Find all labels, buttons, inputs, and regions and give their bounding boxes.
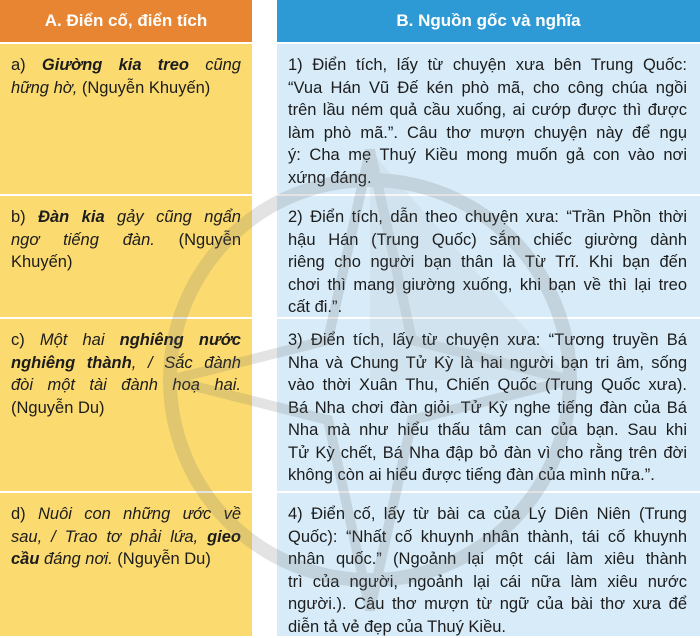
allusion-text: nghiêng thành xyxy=(11,354,132,372)
header-origins: B. Nguồn gốc và nghĩa xyxy=(277,0,700,42)
allusion-text: (Nguyễn xyxy=(155,231,241,249)
origin-line: Nha và Chung Tử Kỳ là hai người bạn tri âm, sống xyxy=(288,352,687,375)
origin-cell xyxy=(277,319,700,491)
origin-line: riêng cho người bạn thân là Từ Trĩ. Khi bạn đến xyxy=(288,251,687,274)
origin-line: trì của người, ngoảnh lại cái nữa làm xiêu nước xyxy=(288,571,687,594)
allusion-line xyxy=(11,329,241,352)
allusion-cell xyxy=(0,319,252,491)
origin-line: hậu Hán (Trung Quốc) sắm chiếc giường dành xyxy=(288,229,687,252)
origin-line: diễn tả vẻ đẹp của Thuý Kiều. xyxy=(288,616,687,638)
allusion-text: gảy cũng ngẩn xyxy=(105,208,241,226)
origin-cell xyxy=(277,44,700,194)
origin-line: vào thời Xuân Thu, Chiến Quốc (Trung Quốc xưa). xyxy=(288,374,687,397)
allusion-text: (Nguyễn Du) xyxy=(11,399,105,417)
allusion-line xyxy=(11,397,241,420)
allusion-text: Giường kia treo xyxy=(42,56,189,74)
allusion-text: nghiêng nước xyxy=(120,331,241,349)
allusion-line xyxy=(11,503,241,526)
allusion-text: hững hờ, xyxy=(11,79,77,97)
origin-line: không còn ai hiểu được tiếng đàn của mình nữa.”. xyxy=(288,464,687,487)
origin-line: chơi thì mang giường xuống, khi bạn về thì lại treo xyxy=(288,274,687,297)
origin-line: Nha mà như hiểu thấu tâm can của bạn. Sau khi xyxy=(288,419,687,442)
origin-line: cất đi.”. xyxy=(288,296,687,319)
allusion-line xyxy=(11,251,241,274)
origin-line: 2) Điển tích, dẫn theo chuyện xưa: “Trần Phồn thời xyxy=(288,206,687,229)
origin-cell xyxy=(277,196,700,317)
column-allusions xyxy=(0,0,252,636)
allusion-text: , / Sắc đành xyxy=(132,354,241,372)
allusion-text: sau, / Trao tơ phải lứa, xyxy=(11,528,207,546)
allusion-text: gieo xyxy=(207,528,241,546)
allusion-line xyxy=(11,374,241,397)
origin-line: Tử Kỳ chết, Bá Nha đập bỏ đàn vì cho rằng trên đời xyxy=(288,442,687,465)
allusion-text: cầu xyxy=(11,550,39,568)
allusion-text: c) xyxy=(11,331,40,349)
allusion-text: (Nguyễn Khuyến) xyxy=(77,79,210,97)
allusion-cell xyxy=(0,196,252,317)
allusion-line xyxy=(11,352,241,375)
allusion-text: đòi một tài đành hoạ hai. xyxy=(11,376,241,394)
allusion-text: cũng xyxy=(189,56,241,74)
allusion-cell xyxy=(0,493,252,636)
origin-line: 4) Điển cố, lấy từ bài ca của Lý Diên Niên (Trung xyxy=(288,503,687,526)
origin-line: Bá Nha chơi đàn giỏi. Tử Kỳ nghe tiếng đàn của Bá xyxy=(288,397,687,420)
allusion-text: Khuyến) xyxy=(11,253,72,271)
allusion-text: Đàn kia xyxy=(38,208,105,226)
origin-line: ý: Cha mẹ Thuý Kiều mong muốn gả con vào nơi xyxy=(288,144,687,167)
origin-line: Quốc): “Nhất cố khuynh nhân thành, tái cố khuynh xyxy=(288,526,687,549)
allusion-cell xyxy=(0,44,252,194)
allusion-line xyxy=(11,54,241,77)
allusion-line xyxy=(11,229,241,252)
origin-line: người.). Câu thơ mượn từ ngữ của bài thơ xưa để xyxy=(288,593,687,616)
origin-line: 1) Điển tích, lấy từ chuyện xưa bên Trung Quốc: xyxy=(288,54,687,77)
allusion-text: (Nguyễn Du) xyxy=(113,550,211,568)
allusion-text: đáng nơi. xyxy=(39,550,112,568)
allusion-text: d) xyxy=(11,505,38,523)
allusion-line xyxy=(11,206,241,229)
header-allusions: A. Điển cố, điển tích xyxy=(0,0,252,42)
origin-cell xyxy=(277,493,700,636)
allusion-line xyxy=(11,77,241,100)
allusion-text: ngơ tiếng đàn. xyxy=(11,231,155,249)
column-origins xyxy=(277,0,700,636)
allusion-text: Một hai xyxy=(40,331,120,349)
origin-line: làm phò mã.”. Câu thơ mượn chuyện này để ngụ xyxy=(288,122,687,145)
origin-line: “Vua Hán Vũ Đế kén phò mã, cho công chúa ngồi xyxy=(288,77,687,100)
origin-line: xứng đáng. xyxy=(288,167,687,190)
allusion-line xyxy=(11,548,241,571)
allusion-text: b) xyxy=(11,208,38,226)
origin-line: nhân quốc.” (Ngoảnh lại một cái làm xiêu thành xyxy=(288,548,687,571)
allusion-line xyxy=(11,526,241,549)
origin-line: 3) Điển tích, lấy từ chuyện xưa: “Tương truyền Bá xyxy=(288,329,687,352)
origin-line: trên lầu ném quả cầu xuống, ai cướp được thì được xyxy=(288,99,687,122)
allusion-text: Nuôi con những ước về xyxy=(38,505,241,523)
allusion-text: a) xyxy=(11,56,42,74)
